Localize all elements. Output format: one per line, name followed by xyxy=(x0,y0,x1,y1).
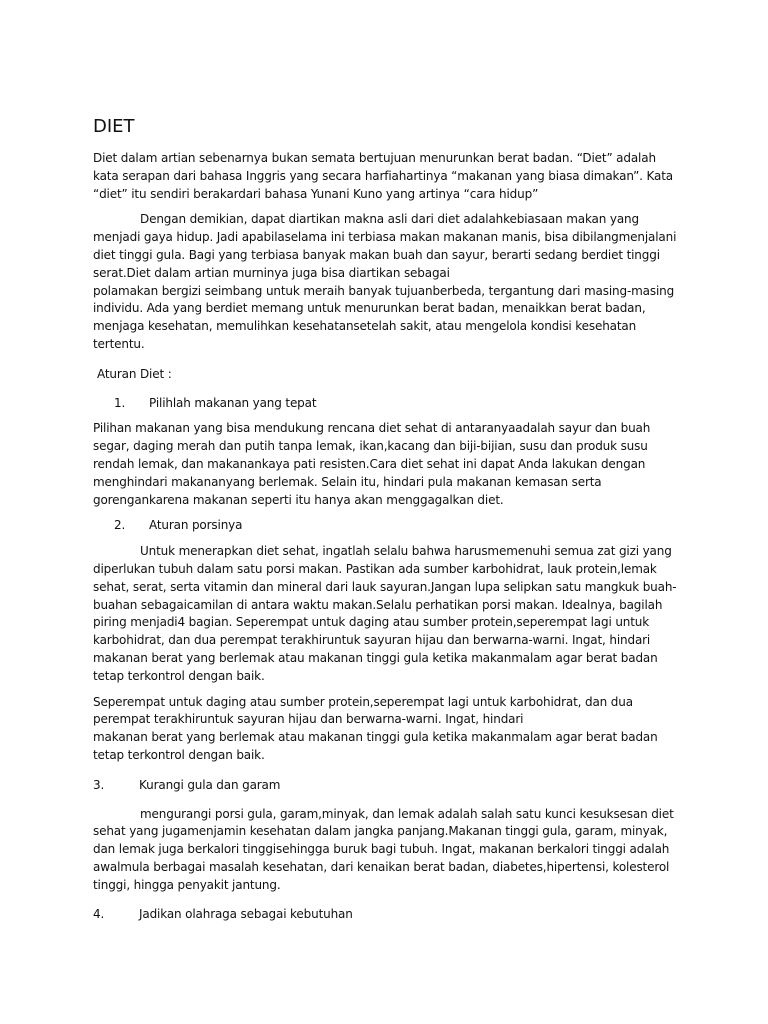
rule-1-body: Pilihan makanan yang bisa mendukung rencana diet sehat di antaranyaadalah sayur dan buah segar, daging merah dan puti̇h tanpa lemak, ikan,kacang dan biji-bijian, susu dan produk susu rendah lemak, dan makanankaya pati̇ resisten.Cara diet sehat ini dapat Anda lakukan dengan menghindari makananyang berlemak. Selain itu, hindari pula makanan kemasan serta gorengankarena makanan seperti̇ itu hanya akan menggagalkan diet. xyxy=(93,421,651,507)
rule-2-repeat-line-1: Seperempat untuk daging atau sumber protein,seperempat lagi untuk karbohidrat, dan dua perempat terakhiruntuk sayuran hijau dan berwarna-warni. Ingat, hindari xyxy=(93,694,633,727)
rule-label: Aturan porsinya xyxy=(149,518,243,533)
rule-number: 1. xyxy=(114,395,126,410)
document-page xyxy=(93,116,683,935)
rule-item-4 xyxy=(93,906,683,924)
definition-paragraph-continued: polamakan bergizi seimbang untuk meraih banyak tujuanberbeda, tergantung dari masing-masing individu. Ada yang berdiet memang untuk menurunkan berat badan, menaikkan berat badan, menjaga kesehatan, memulihkan kesehatansetelah sakit, atau mengelola kondisi kesehatan tertentu. xyxy=(93,283,675,351)
rule-2-repeat-line-2: makanan berat yang berlemak atau makanan ti̇nggi gula keti̇ka makanmalam agar berat badan tetap terkontrol dengan baik. xyxy=(93,730,658,762)
definition-paragraph: Dengan demikian, dapat diarti̇kan makna asli dari diet adalahkebiasaan makan yang menjadi gaya hidup. Jadi apabilaselama ini terbiasa makan makanan manis, bisa dibilangmenjalani diet ti̇nggi gula. Bagi yang terbiasa banyak makan buah dan sayur, berarti̇ sedang berdiet ti̇nggi serat.Diet dalam arti̇an murninya juga bisa diarti̇kan sebagai xyxy=(93,212,677,280)
rule-number: 3. xyxy=(93,777,105,792)
rule-item-2 xyxy=(93,517,683,535)
rule-number: 4. xyxy=(93,907,105,922)
intro-paragraph: Diet dalam arti̇an sebenarnya bukan semata bertujuan menurunkan berat badan. “Diet” adalah kata serapan dari bahasa Inggris yang secara harfi̇ahartinya “makanan yang biasa dimakan”. Kata “diet” itu sendiri berakardari bahasa Yunani Kuno yang arti̇nya “cara hidup” xyxy=(93,151,673,201)
rule-label: Jadikan olahraga sebagai kebutuhan xyxy=(139,907,353,922)
rule-item-1 xyxy=(93,395,683,413)
rule-label: Kurangi gula dan garam xyxy=(139,777,281,792)
rule-item-3 xyxy=(93,777,683,795)
rule-2-body: Untuk menerapkan diet sehat, ingatlah selalu bahwa harusmemenuhi semua zat gizi yang diperlukan tubuh dalam satu porsi makan. Pasti̇kan ada sumber karbohidrat, lauk protein,lemak sehat, serat, serta vitamin dan mineral dari lauk sayuran.Jangan lupa selipkan satu mangkuk buah-buahan sebagaicamilan di antara waktu makan.Selalu perhati̇kan porsi makan. Idealnya, bagilah piring menjadi4 bagian. Seperempat untuk daging atau sumber protein,seperempat lagi untuk karbohidrat, dan dua perempat terakhiruntuk sayuran hijau dan berwarna-warni. Ingat, hindari makanan berat yang berlemak atau makanan ti̇nggi gula keti̇ka makanmalam agar berat badan tetap terkontrol dengan baik. xyxy=(93,544,677,683)
rule-3-body: mengurangi porsi gula, garam,minyak, dan lemak adalah salah satu kunci kesuksesan diet sehat yang jugamenjamin kesehatan dalam jangka panjang.Makanan ti̇nggi gula, garam, minyak, dan lemak juga berkalori ti̇nggisehingga buruk bagi tubuh. Ingat, makanan berkalori ti̇nggi adalah awalmula berbagai masalah kesehatan, dari kenaikan berat badan, diabetes,hipertensi, kolesterol ti̇nggi, hingga penyakit jantung. xyxy=(93,806,674,892)
rules-heading: Aturan Diet : xyxy=(97,366,172,381)
rule-label: Pilihlah makanan yang tepat xyxy=(149,395,317,410)
rule-number: 2. xyxy=(114,518,126,533)
document-title: DIET xyxy=(93,116,135,137)
